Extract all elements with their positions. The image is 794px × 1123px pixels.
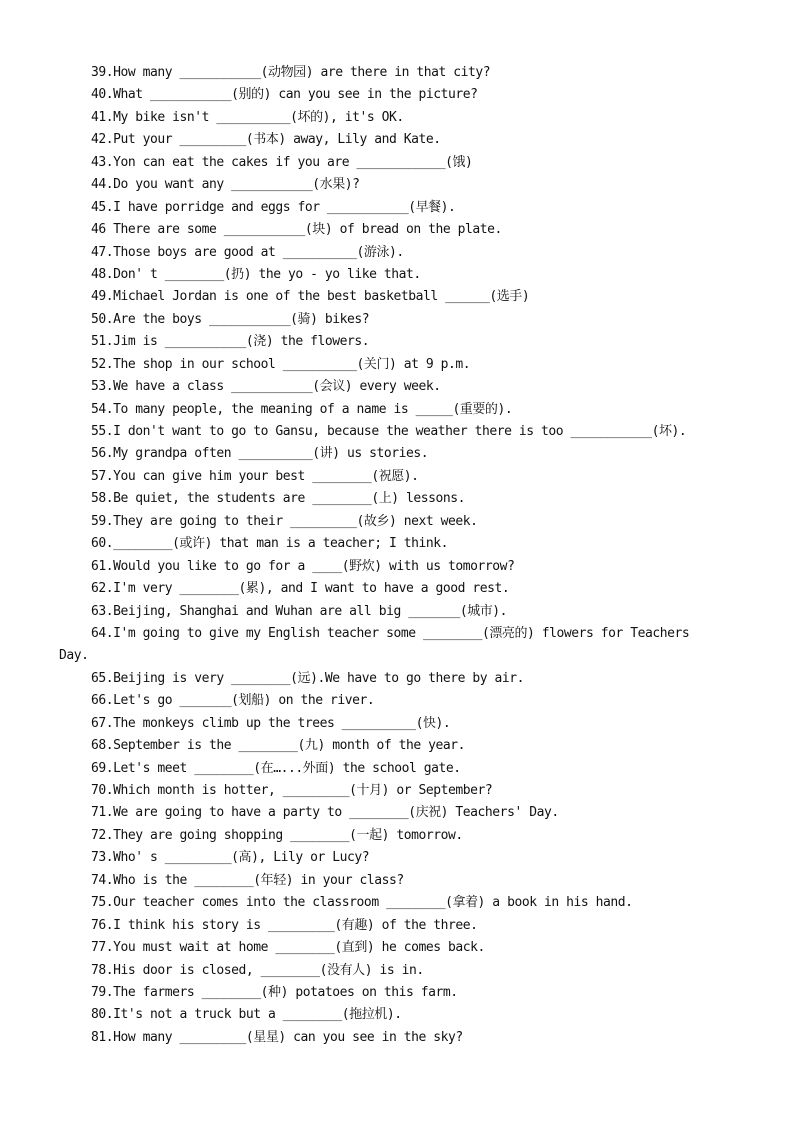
exercise-line-55: 55.I don't want to go to Gansu, because the weather there is too ___________(坏).	[91, 424, 687, 439]
exercise-line-63: 63.Beijing, Shanghai and Wuhan are all big _______(城市).	[91, 603, 508, 619]
exercise-line-71: 71.We are going to have a party to ________(庆祝) Teachers' Day.	[91, 805, 559, 821]
exercise-line-58: 58.Be quiet, the students are ________(上) lessons.	[91, 491, 466, 507]
exercise-line-42: 42.Put your _________(书本) away, Lily and Kate.	[91, 132, 441, 148]
exercise-line-40: 40.What ___________(别的) can you see in the picture?	[91, 87, 478, 103]
exercise-line-78: 78.His door is closed, ________(没有人) is in.	[91, 962, 424, 978]
exercise-list	[59, 62, 759, 1049]
exercise-line-74: 74.Who is the ________(年轻) in your class?	[91, 872, 404, 888]
exercise-line-77: 77.You must wait at home ________(直到) he comes back.	[91, 940, 485, 956]
exercise-line-64: 64.I'm going to give my English teacher some ________(漂亮的) flowers for Teachers	[91, 625, 690, 641]
exercise-line-65: 65.Beijing is very ________(远).We have to go there by air.	[91, 670, 525, 686]
exercise-line-47: 47.Those boys are good at __________(游泳).	[91, 244, 404, 260]
exercise-line-60: 60.________(或许) that man is a teacher; I think.	[91, 536, 449, 552]
exercise-line-80: 80.It's not a truck but a ________(拖拉机).	[91, 1007, 402, 1023]
exercise-line-76: 76.I think his story is _________(有趣) of the three.	[91, 917, 478, 933]
exercise-line-81: 81.How many _________(星星) can you see in the sky?	[91, 1029, 463, 1045]
exercise-line-62: 62.I'm very ________(累), and I want to have a good rest.	[91, 581, 510, 597]
exercise-line-59: 59.They are going to their _________(故乡) next week.	[91, 513, 478, 529]
exercise-line-61: 61.Would you like to go for a ____(野炊) with us tomorrow?	[91, 558, 515, 574]
exercise-line-48: 48.Don' t ________(扔) the yo - yo like that.	[91, 266, 421, 282]
exercise-line-56: 56.My grandpa often __________(讲) us stories.	[91, 446, 429, 462]
exercise-line-52: 52.The shop in our school __________(关门) at 9 p.m.	[91, 356, 471, 372]
exercise-line-53: 53.We have a class ___________(会议) every week.	[91, 379, 441, 395]
exercise-line-68: 68.September is the ________(九) month of the year.	[91, 738, 466, 754]
exercise-line-43: 43.Yon can eat the cakes if you are ____________(饿)	[91, 154, 473, 170]
exercise-line-67: 67.The monkeys climb up the trees __________(快).	[91, 715, 451, 731]
exercise-line-66: 66.Let's go _______(划船) on the river.	[91, 693, 375, 709]
exercise-line-75: 75.Our teacher comes into the classroom ________(拿着) a book in his hand.	[91, 895, 633, 911]
exercise-line-64-continued: Day.	[59, 648, 89, 664]
exercise-line-73: 73.Who' s _________(高), Lily or Lucy?	[91, 850, 370, 866]
exercise-line-69: 69.Let's meet ________(在…...外面) the school gate.	[91, 760, 461, 776]
exercise-line-44: 44.Do you want any ___________(水果)?	[91, 177, 360, 193]
exercise-line-79: 79.The farmers ________(种) potatoes on this farm.	[91, 984, 458, 1000]
exercise-line-46: 46 There are some ___________(块) of bread on the plate.	[91, 222, 502, 238]
exercise-line-50: 50.Are the boys ___________(骑) bikes?	[91, 311, 370, 327]
exercise-line-70: 70.Which month is hotter, _________(十月) or September?	[91, 783, 493, 798]
exercise-line-72: 72.They are going shopping ________(一起) tomorrow.	[91, 827, 463, 843]
exercise-line-41: 41.My bike isn't __________(坏的), it's OK.	[91, 109, 404, 125]
exercise-line-57: 57.You can give him your best ________(祝愿).	[91, 468, 419, 484]
exercise-line-54: 54.To many people, the meaning of a name is _____(重要的).	[91, 401, 513, 417]
exercise-line-45: 45.I have porridge and eggs for ___________(早餐).	[91, 199, 456, 215]
exercise-line-51: 51.Jim is ___________(浇) the flowers.	[91, 334, 370, 350]
exercise-line-49: 49.Michael Jordan is one of the best basketball ______(选手)	[91, 289, 530, 305]
exercise-line-39: 39.How many ___________(动物园) are there in that city?	[91, 65, 491, 80]
